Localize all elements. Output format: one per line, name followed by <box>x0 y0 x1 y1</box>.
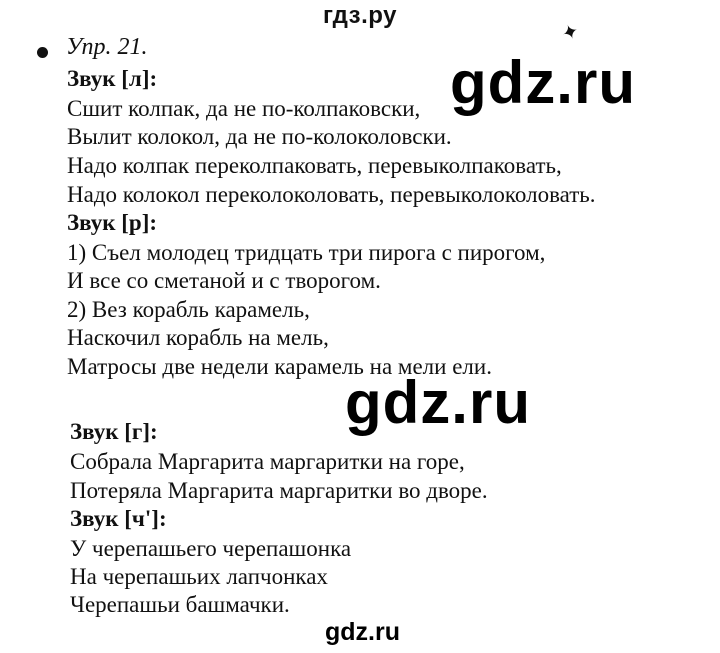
text-line: У черепашьего черепашонка <box>70 536 352 561</box>
bullet-icon <box>37 47 48 58</box>
section-heading-r: Звук [р]: <box>67 210 158 235</box>
text-line: Сшит колпак, да не по-колпаковски, <box>67 96 421 121</box>
section-heading-g: Звук [г]: <box>70 419 158 444</box>
text-line: Наскочил корабль на мель, <box>67 325 329 350</box>
stray-mark: ✦ <box>558 19 583 47</box>
section-heading-ch: Звук [ч']: <box>70 506 167 531</box>
watermark: gdz.ru <box>325 618 400 646</box>
text-line: 1) Съел молодец тридцать три пирога с пирогом, <box>67 240 546 265</box>
watermark: gdz.ru <box>450 49 636 116</box>
text-line: Матросы две недели карамель на мели ели. <box>67 354 492 379</box>
exercise-title: Упр. 21. <box>66 34 148 60</box>
text-line: Собрала Маргарита маргаритки на горе, <box>70 449 465 474</box>
text-line: И все со сметаной и с творогом. <box>67 268 381 293</box>
text-line: Надо колокол переколоколовать, перевыколоколовать. <box>67 182 596 207</box>
text-line: Потеряла Маргарита маргаритки во дворе. <box>70 478 488 503</box>
text-line: На черепашьих лапчонках <box>70 564 328 589</box>
watermark: gdz.ru <box>345 369 531 436</box>
section-heading-l: Звук [л]: <box>67 66 158 91</box>
text-line: 2) Вез корабль карамель, <box>67 297 310 322</box>
site-title: гдз.ру <box>323 2 397 29</box>
text-line: Вылит колокол, да не по-колоколовски. <box>67 124 452 149</box>
text-line: Надо колпак переколпаковать, перевыколпаковать, <box>67 153 562 178</box>
text-line: Черепашьи башмачки. <box>70 592 290 617</box>
